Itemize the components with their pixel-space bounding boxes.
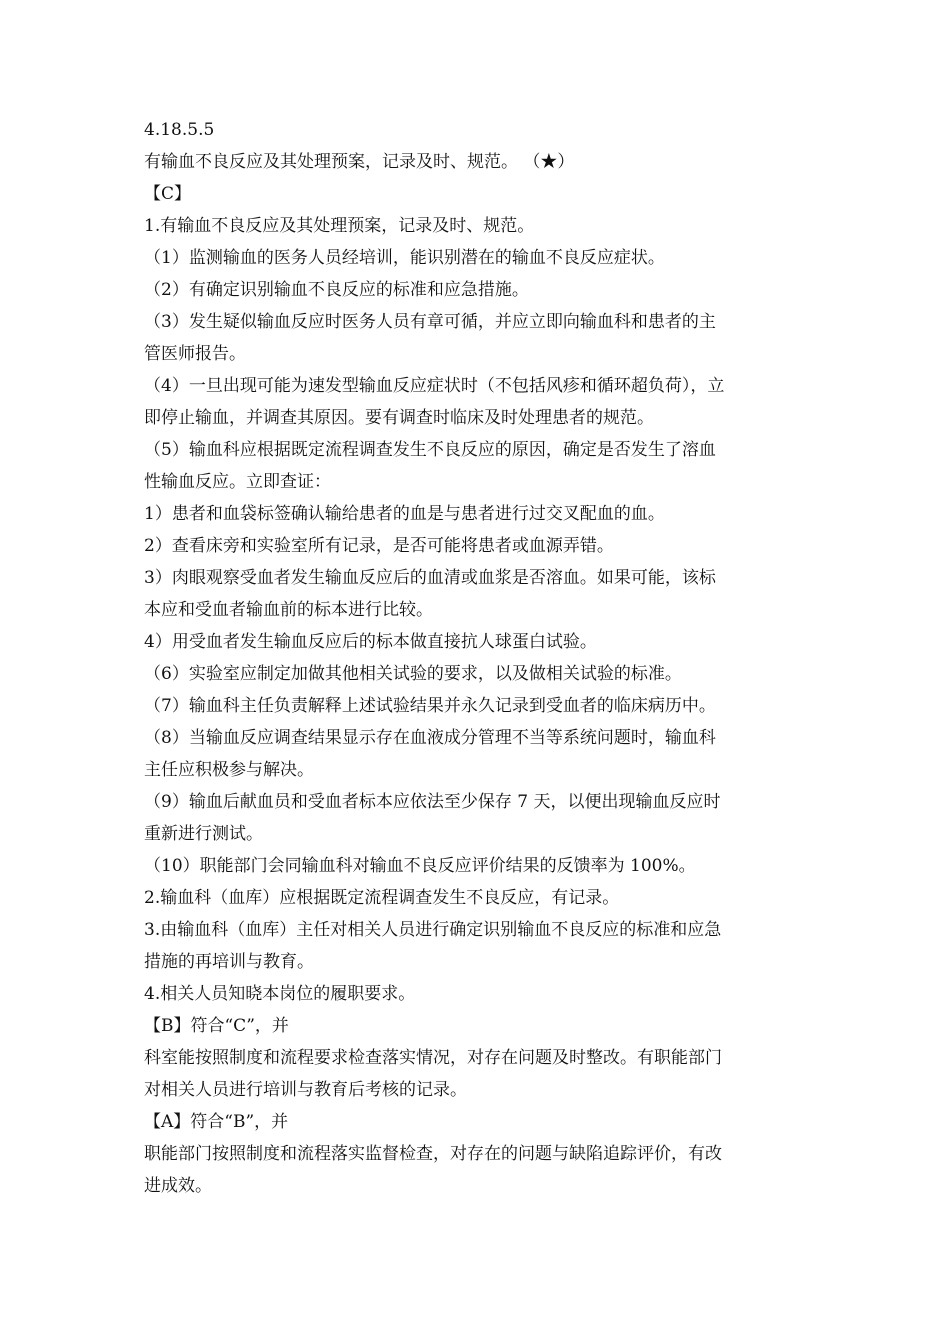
document-body	[144, 114, 804, 1202]
text-line: （8）当输血反应调查结果显示存在血液成分管理不当等系统问题时，输血科	[144, 728, 716, 748]
text-line: 重新进行测试。	[144, 824, 263, 844]
text-line: 3）肉眼观察受血者发生输血反应后的血清或血浆是否溶血。如果可能，该标	[144, 568, 716, 588]
text-line: 管医师报告。	[144, 344, 246, 364]
text-line: 性输血反应。立即查证：	[144, 472, 331, 492]
grade-a-heading: 【A】符合“B”，并	[144, 1112, 289, 1132]
text-line: 本应和受血者输血前的标本进行比较。	[144, 600, 433, 620]
text-line: 4.相关人员知晓本岗位的履职要求。	[144, 984, 416, 1004]
text-line: 措施的再培训与教育。	[144, 952, 314, 972]
text-line: 2）查看床旁和实验室所有记录，是否可能将患者或血源弄错。	[144, 536, 614, 556]
text-line: （6）实验室应制定加做其他相关试验的要求，以及做相关试验的标准。	[144, 664, 682, 684]
text-line: （2）有确定识别输血不良反应的标准和应急措施。	[144, 280, 529, 300]
grade-b-heading: 【B】符合“C”，并	[144, 1016, 289, 1036]
text-line: 1.有输血不良反应及其处理预案，记录及时、规范。	[144, 216, 535, 236]
text-line: 对相关人员进行培训与教育后考核的记录。	[144, 1080, 467, 1100]
text-line: 2.输血科（血库）应根据既定流程调查发生不良反应，有记录。	[144, 888, 620, 908]
text-line: （9）输血后献血员和受血者标本应依法至少保存 7 天，以便出现输血反应时	[144, 792, 721, 812]
text-line: 即停止输血，并调查其原因。要有调查时临床及时处理患者的规范。	[144, 408, 654, 428]
grade-c-heading: 【C】	[144, 184, 192, 204]
text-line: 4）用受血者发生输血反应后的标本做直接抗人球蛋白试验。	[144, 632, 597, 652]
text-line: 科室能按照制度和流程要求检查落实情况，对存在问题及时整改。有职能部门	[144, 1048, 722, 1068]
text-line: 3.由输血科（血库）主任对相关人员进行确定识别输血不良反应的标准和应急	[144, 920, 722, 940]
text-line: 1）患者和血袋标签确认输给患者的血是与患者进行过交叉配血的血。	[144, 504, 665, 524]
text-line: 主任应积极参与解决。	[144, 760, 314, 780]
text-line: （4）一旦出现可能为速发型输血反应症状时（不包括风疹和循环超负荷），立	[144, 376, 725, 396]
section-title: 有输血不良反应及其处理预案，记录及时、规范。 （★）	[144, 152, 575, 172]
text-line: （7）输血科主任负责解释上述试验结果并永久记录到受血者的临床病历中。	[144, 696, 716, 716]
text-line: （1）监测输血的医务人员经培训，能识别潜在的输血不良反应症状。	[144, 248, 665, 268]
section-number: 4.18.5.5	[144, 120, 215, 140]
text-line: 职能部门按照制度和流程落实监督检查，对存在的问题与缺陷追踪评价，有改	[144, 1144, 722, 1164]
text-line: 进成效。	[144, 1176, 212, 1196]
text-line: （10）职能部门会同输血科对输血不良反应评价结果的反馈率为 100%。	[144, 856, 696, 876]
text-line: （5）输血科应根据既定流程调查发生不良反应的原因，确定是否发生了溶血	[144, 440, 716, 460]
text-line: （3）发生疑似输血反应时医务人员有章可循，并应立即向输血科和患者的主	[144, 312, 716, 332]
